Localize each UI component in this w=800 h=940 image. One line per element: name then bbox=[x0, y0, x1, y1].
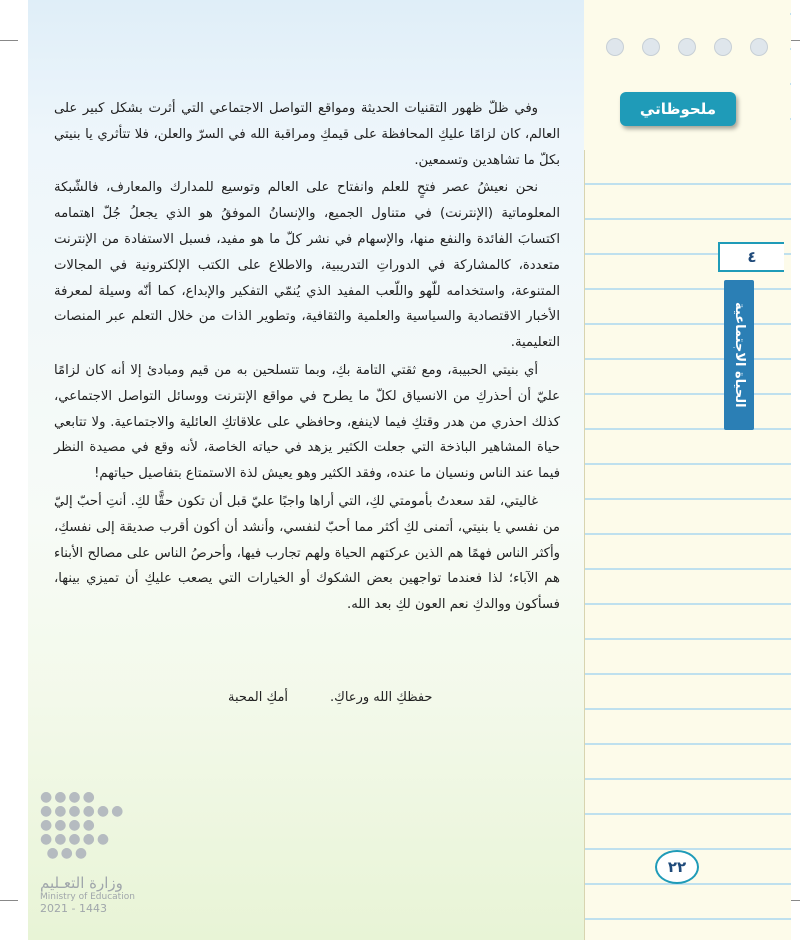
paragraph: غاليتي، لقد سعدتُ بأمومتي لكِ، التي أراها واجبًا عليّ قبل أن تكون حقًّا لكِ. أنتِ أحبّ إليّ من نفسي يا بنيتي، أتمنى لكِ أكثر مما أحبّ لنفسي، وأنشد أن أكون أقرب صديقة إلى نفسكِ، وأكثر الناس فهمًا هم الذين عركتهم الحياة ولهم تجارب فيها، وأحرصُ الناس على مصالح الأبناء هم الآباء؛ لذا فعندما تواجهين بعض الشكوك أو الخيارات التي يصعب عليكِ أن تميزي بينها، فسأكون ووالدكِ نعم العون لكِ بعد الله. bbox=[54, 493, 560, 613]
closing-blessing: حفظكِ الله ورعاكِ. bbox=[330, 690, 433, 705]
crop-mark bbox=[0, 900, 18, 901]
paragraph: وفي ظلّ ظهور التقنيات الحديثة ومواقع التواصل الاجتماعي التي أثرت بشكل كبير على العالم، كان لزامًا عليكِ المحافظة على قيمكِ ومراقبة الله في السرّ والعلن، فلا تتأثري يا بنيتي بكلّ ما تشاهدين وتسمعين. bbox=[54, 101, 560, 168]
closing-signature: أمكِ المحبة bbox=[228, 690, 289, 705]
letter-body bbox=[54, 96, 560, 620]
logo-dots-icon: ●●●● ●●●●●● ●●●● ●●●●● ●●● bbox=[40, 789, 126, 861]
notes-tab: ملحوظاتي bbox=[620, 92, 736, 126]
chapter-label: الحياة الاجتماعية bbox=[724, 280, 754, 430]
ministry-name-ar: وزارة التعـليم bbox=[40, 874, 123, 892]
page-number: ٢٢ bbox=[655, 850, 699, 884]
ministry-name-en: Ministry of Education bbox=[40, 892, 135, 902]
notebook-top bbox=[584, 0, 790, 150]
paragraph: أي بنيتي الحبيبة، ومع ثقتي التامة بكِ، وبما تتسلحين به من قيم ومبادئ إلا أنه كان لزامًا عليّ أن أحذركِ من الانسياق لكلّ ما يطرح في مواقع الإنترنت ووسائل التواصل الاجتماعي، كذلك احذري من هدر وقتكِ فيما لاينفع، وحافظي على علاقاتكِ العائلية والاجتماعية. ولا تتابعي حياة المشاهير الباذخة التي جعلت الكثير يزهد في حياته الخاصة، لأنه وقع في مصيدة النظر فيما عند الناس ونسيان ما عنده، وفقد الكثير وهو يعيش لذة الاستمتاع بتفاصيل حياتهم! bbox=[54, 362, 560, 482]
binder-hole bbox=[642, 38, 660, 56]
ministry-year: 2021 - 1443 bbox=[40, 902, 107, 915]
binder-hole bbox=[750, 38, 768, 56]
crop-mark bbox=[0, 40, 18, 41]
binder-hole bbox=[714, 38, 732, 56]
paragraph: نحن نعيشُ عصر فتحٍ للعلم وانفتاح على العالم وتوسيع للمدارك والمعارف، فالشّبكة المعلوماتية (الإنترنت) في متناول الجميع، والإنسانُ الموفقُ هو الذي يجعلُ جُلّ اهتمامه اكتسابَ الفائدة والنفع منها، والإسهام في نشر كلّ ما هو مفيد، فسبل الاستفادة من الإنترنت متعددة، كالمشاركة في الدوراتِ التدريبية، والاطلاع على الكتب الإلكترونية في المجالات المتنوعة، واستخدامه للّهو واللّعب المفيد الذي يُنمّي التفكير والإبداع، كما أنّه وسيلة لمعرفة الأخبار الاقتصادية والسياسية والعلمية والثقافية، وتطوير الذات من خلال التعلم عبر المنصات التعليمية. bbox=[54, 180, 560, 351]
chapter-number: ٤ bbox=[718, 242, 784, 272]
ministry-logo bbox=[40, 790, 160, 915]
binder-hole bbox=[678, 38, 696, 56]
binder-hole bbox=[606, 38, 624, 56]
